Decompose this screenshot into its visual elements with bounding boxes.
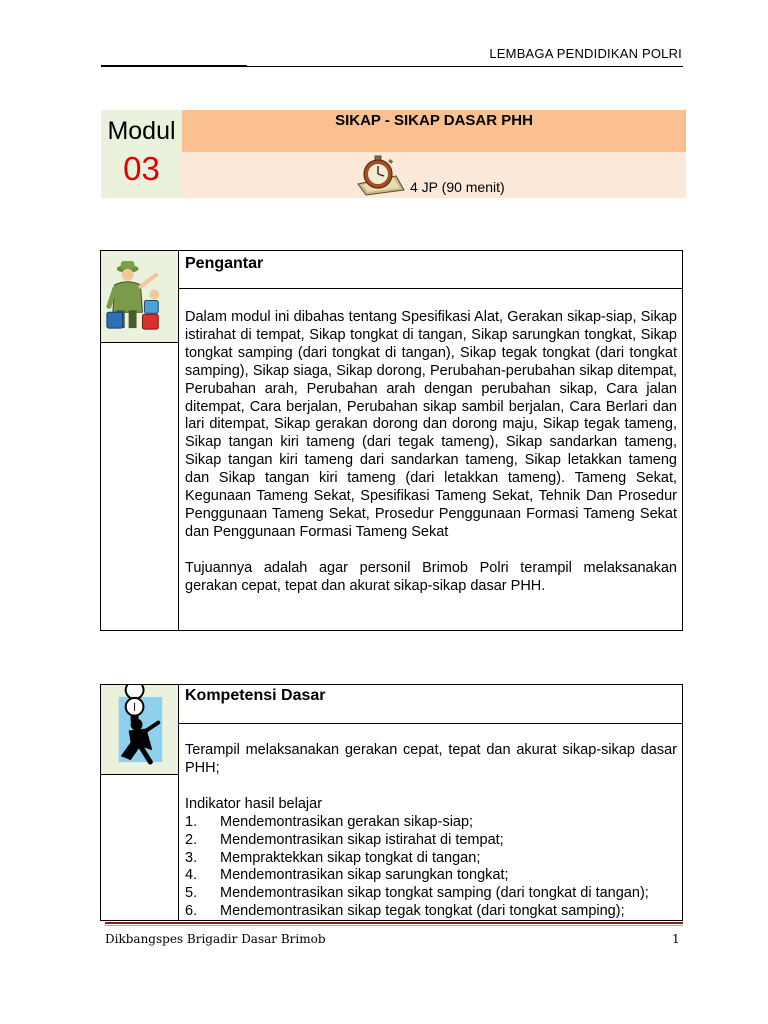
indicator-text: Mendemontrasikan sikap tongkat samping (dari tongkat di tangan); xyxy=(220,885,649,902)
indicator-number: 5. xyxy=(185,885,198,902)
module-title-bar xyxy=(182,110,686,152)
indicator-number: 2. xyxy=(185,831,198,848)
intro-body xyxy=(185,309,677,596)
footer-rule xyxy=(105,922,683,924)
list-item xyxy=(185,903,677,921)
indicator-title: Indikator hasil belajar xyxy=(185,795,323,812)
indicator-text: Mempraktekkan sikap tongkat di tangan; xyxy=(220,849,481,866)
indicator-number: 4. xyxy=(185,867,198,884)
indicator-text: Mendemontrasikan sikap sarungkan tongkat; xyxy=(220,867,509,884)
intro-section xyxy=(100,250,683,631)
competency-icon-cell xyxy=(101,685,179,775)
intro-icon-cell xyxy=(101,251,179,343)
indicator-number: 6. xyxy=(185,903,198,920)
indicator-list xyxy=(185,814,677,921)
module-label: Modul xyxy=(107,117,176,145)
indicator-number: 1. xyxy=(185,813,198,830)
indicator-number: 3. xyxy=(185,849,198,866)
indicator-text: Mendemontrasikan gerakan sikap-siap; xyxy=(220,813,474,830)
list-item xyxy=(185,885,677,903)
intro-heading-rule xyxy=(179,288,682,289)
header-institution: LEMBAGA PENDIDIKAN POLRI xyxy=(489,46,682,61)
intro-objective: Tujuannya adalah agar personil Brimob Polri terampil melaksanakan gerakan cepat, tepat dan akurat sikap-sikap dasar PHH. xyxy=(185,559,677,594)
module-banner xyxy=(101,110,686,198)
list-item xyxy=(185,867,677,885)
intro-heading: Pengantar xyxy=(185,255,264,272)
module-duration-bar xyxy=(182,152,686,198)
competency-section xyxy=(100,684,683,921)
module-title: SIKAP - SIKAP DASAR PHH xyxy=(335,112,533,129)
indicator-text: Mendemontrasikan sikap istirahat di tempat; xyxy=(220,831,504,848)
header-rule-thick xyxy=(101,65,247,67)
competency-body xyxy=(185,742,677,921)
competency-heading: Kompetensi Dasar xyxy=(185,687,326,704)
list-item xyxy=(185,850,677,868)
lightbulb-person-icon xyxy=(101,685,178,774)
list-item xyxy=(185,832,677,850)
list-item xyxy=(185,814,677,832)
competency-heading-rule xyxy=(179,723,682,724)
header-rule-thin xyxy=(247,66,683,67)
module-duration: 4 JP (90 menit) xyxy=(410,179,505,195)
page-number: 1 xyxy=(672,932,680,946)
intro-divider xyxy=(178,343,179,630)
module-label-box xyxy=(101,110,182,198)
competency-statement: Terampil melaksanakan gerakan cepat, tepat dan akurat sikap-sikap dasar PHH; xyxy=(185,742,677,776)
footer-rule-light xyxy=(105,925,683,926)
indicator-text: Mendemontrasikan sikap tegak tongkat (dari tongkat samping); xyxy=(220,903,625,920)
traveler-guide-icon xyxy=(101,251,178,342)
module-number: 03 xyxy=(123,150,160,187)
intro-paragraph: Dalam modul ini dibahas tentang Spesifikasi Alat, Gerakan sikap-siap, Sikap istirahat di tempat, Sikap tongkat di tangan, Sikap sarungkan tongkat, Sikap tongkat samping (dari tongkat di tangan), Sikap tegak tongkat (dari tongkat samping), Sikap siaga, Sikap dorong, Perubahan-perubahan sikap ditempat, Perubahan arah, Perubahan arah dengan perubahan sikap, Cara jalan ditempat, Cara berjalan, Perubahan sikap sambil berjalan, Cara Berlari dan lari ditempat, Sikap gerakan dorong dan dorong maju, Sikap tegak tameng, Sikap tangan kiri tameng (dari tegak tameng), Sikap sandarkan tameng, Sikap tangan kiri tameng dari sandarkan tameng, Sikap letakkan tameng dan Sikap tangan kiri tameng (dari letakkan tameng). Tameng Sekat, Kegunaan Tameng Sekat, Spesifikasi Tameng Sekat, Tehnik Dan Prosedur Penggunaan Tameng Sekat, Prosedur Penggunaan Formasi Tameng Sekat dan Penggunaan Formasi Tameng Sekat xyxy=(185,309,677,540)
competency-divider xyxy=(178,775,179,920)
stopwatch-icon xyxy=(356,154,406,196)
footer-text: Dikbangspes Brigadir Dasar Brimob xyxy=(105,932,326,946)
